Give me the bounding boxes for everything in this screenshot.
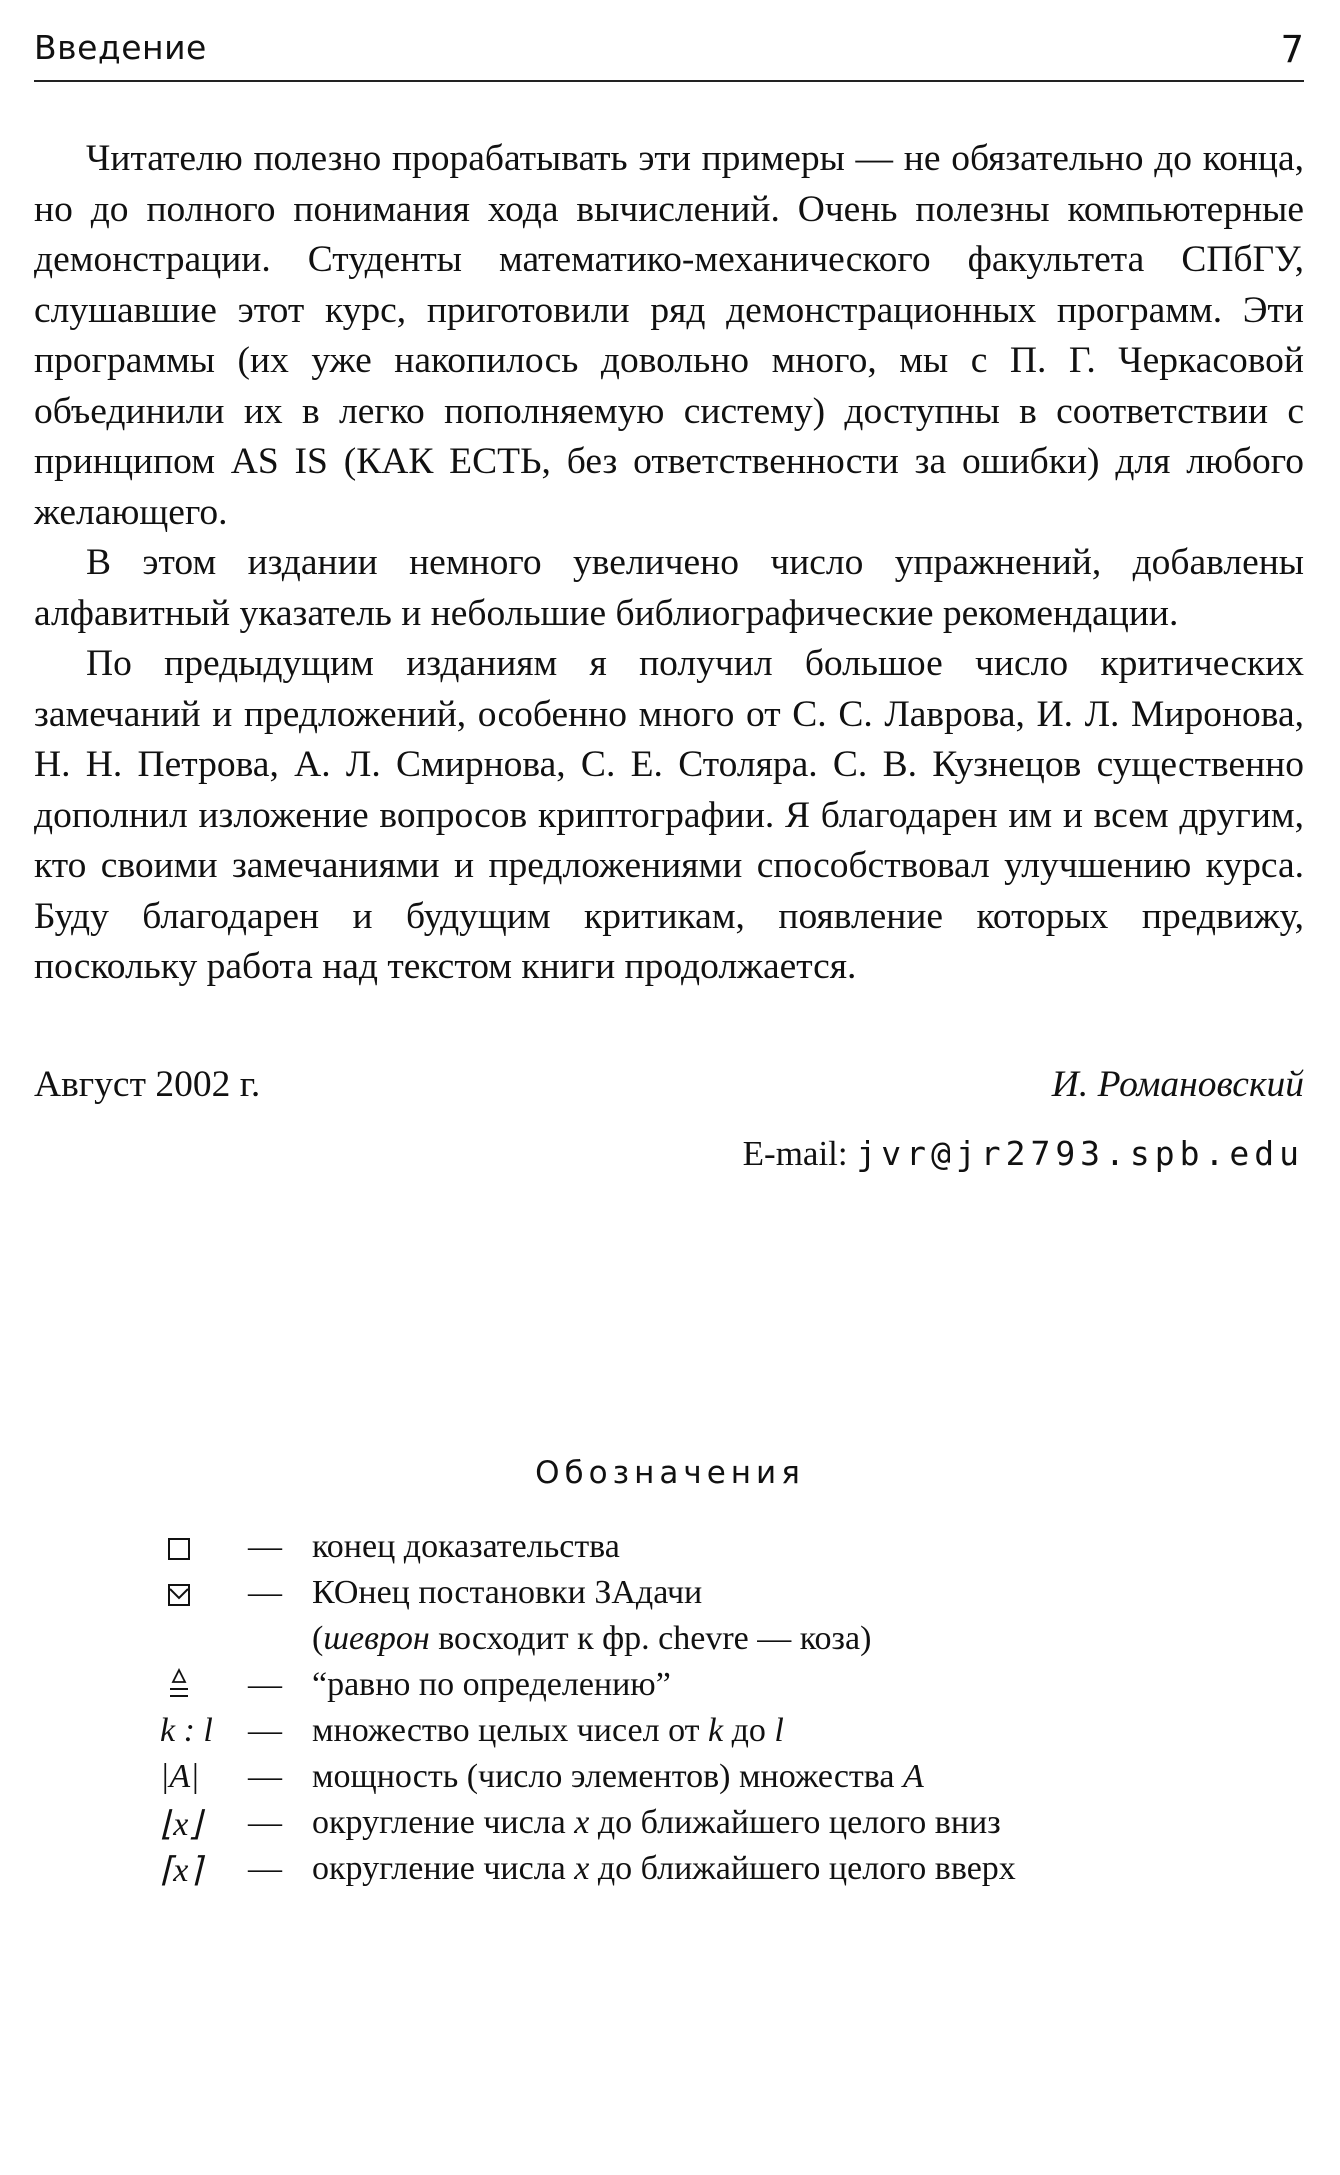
end-of-problem-square-icon: [160, 1574, 240, 1615]
notation-text: “равно по определению”: [312, 1666, 671, 1703]
notation-text: [312, 1804, 1001, 1842]
running-head: [34, 26, 1304, 76]
notation-text: [312, 1712, 784, 1750]
email-address[interactable]: jvr@jr2793.spb.edu: [856, 1134, 1304, 1173]
notation-item: [160, 1528, 1160, 1574]
date: Август 2002 г.: [34, 1064, 261, 1105]
note-rest: восходит к фр. chevre — коза): [429, 1620, 872, 1657]
notation-dash: —: [248, 1850, 282, 1887]
running-head-title: Введение: [34, 28, 207, 67]
cardinality-symbol: |A|: [160, 1758, 200, 1795]
signature-row: [34, 1063, 1304, 1115]
text-part: множество целых чисел от: [312, 1712, 708, 1749]
notation-text: [312, 1850, 1016, 1888]
text-part: мощность (число элементов) множества: [312, 1758, 903, 1795]
email-label: E-mail:: [742, 1134, 848, 1173]
text-part: до ближайшего целого вверх: [589, 1850, 1016, 1887]
notation-item: [160, 1804, 1160, 1850]
notation-item: [160, 1758, 1160, 1804]
notation-list: [160, 1528, 1160, 1896]
k-colon-l-symbol: k : l: [160, 1712, 213, 1749]
notation-dash: —: [248, 1804, 282, 1841]
ceil-symbol: ⌈x⌉: [160, 1852, 202, 1889]
variable: x: [574, 1804, 590, 1841]
variable: x: [574, 1850, 590, 1887]
text-part: округление числа: [312, 1850, 575, 1887]
notation-item: [160, 1574, 1160, 1620]
notation-dash: —: [248, 1528, 282, 1565]
notation-text: конец доказательства: [312, 1528, 620, 1565]
notation-dash: —: [248, 1574, 282, 1611]
notation-item: [160, 1620, 1160, 1666]
notation-item: [160, 1712, 1160, 1758]
note-italic: шеврон: [323, 1620, 430, 1657]
notation-dash: —: [248, 1758, 282, 1795]
notation-dash: —: [248, 1712, 282, 1749]
author-name: И. Романовский: [1051, 1064, 1304, 1105]
note-open: (: [312, 1620, 324, 1657]
notation-item: [160, 1850, 1160, 1896]
defined-equal-icon: [160, 1666, 240, 1713]
text-part: до ближайшего целого вниз: [589, 1804, 1001, 1841]
notation-text: [312, 1758, 924, 1796]
notation-dash: —: [248, 1666, 282, 1703]
email-line: [743, 1134, 1304, 1174]
text-part: до: [723, 1712, 775, 1749]
paragraph-1: Читателю полезно прорабатывать эти примеры — не обязательно до конца, но до полного понимания хода вычислений. Очень полезны компьютерные демонстрации. Студенты математико-механического факультета СПбГУ, слушавшие этот курс, приготовили ряд демонстрационных программ. Эти программы (их уже накопилось довольно много, мы с П. Г. Черкасовой объединили их в легко пополняемую систему) доступны в соответствии с принципом AS IS (КАК ЕСТЬ, без ответственности за ошибки) для любого желающего.: [34, 138, 1304, 533]
notation-text: КОнец постановки ЗАдачи: [312, 1574, 703, 1611]
variable: k: [707, 1712, 724, 1749]
floor-symbol: ⌊x⌋: [160, 1806, 202, 1843]
variable: l: [774, 1712, 784, 1749]
paragraph-3: По предыдущим изданиям я получил большое число критических замечаний и предложений, особенно много от С. С. Лаврова, И. Л. Миронова, Н. Н. Петрова, А. Л. Смирнова, С. Е. Столяра. С. В. Кузнецов существенно дополнил изложение вопросов криптографии. Я благодарен им и всем другим, кто своими замечаниями и предложениями способствовал улучшению курса. Буду благодарен и будущим критикам, появление которых предвижу, поскольку работа над текстом книги продолжается.: [34, 643, 1304, 987]
text-part: округление числа: [312, 1804, 575, 1841]
page-number: 7: [1280, 28, 1304, 71]
variable: A: [902, 1758, 924, 1795]
notation-note: [312, 1620, 871, 1658]
notation-item: [160, 1666, 1160, 1712]
paragraph-2: В этом издании немного увеличено число упражнений, добавлены алфавитный указатель и небольшие библиографические рекомендации.: [34, 542, 1304, 634]
end-of-proof-square-icon: [160, 1528, 240, 1569]
main-text: [34, 134, 1304, 993]
notation-heading: Обозначения: [535, 1455, 805, 1491]
header-rule: [34, 80, 1304, 82]
